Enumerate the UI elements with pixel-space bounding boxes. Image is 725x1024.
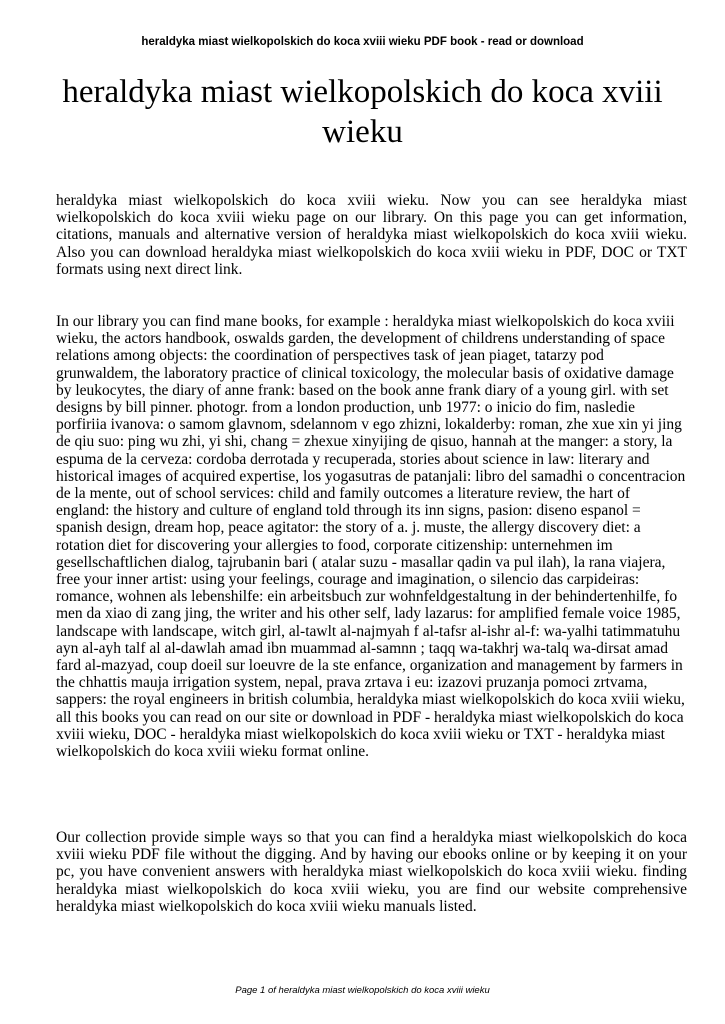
page-title: heraldyka miast wielkopolskich do koca xviii wieku bbox=[62, 74, 663, 150]
collection-paragraph: Our collection provide simple ways so that you can find a heraldyka miast wielkopolskich do koca xviii wieku PDF file without the digging. And by having our ebooks online or by keeping it on your pc, you have convenient answers with heraldyka miast wielkopolskich do koca xviii wieku. finding heraldyka miast wielkopolskich do koca xviii wieku, you are find our website comprehensive heraldyka miast wielkopolskich do koca xviii wieku manuals listed. bbox=[56, 829, 687, 915]
intro-paragraph: heraldyka miast wielkopolskich do koca xviii wieku. Now you can see heraldyka miast wielkopolskich do koca xviii wieku page on our library. On this page you can get information, citations, manuals and alternative version of heraldyka miast wielkopolskich do koca xviii wieku. Also you can download heraldyka miast wielkopolskich do koca xviii wieku in PDF, DOC or TXT formats using next direct link. bbox=[56, 192, 687, 278]
page-footer: Page 1 of heraldyka miast wielkopolskich do koca xviii wieku bbox=[235, 985, 490, 996]
page-header: heraldyka miast wielkopolskich do koca xviii wieku PDF book - read or download bbox=[141, 36, 584, 48]
library-paragraph: In our library you can find mane books, for example : heraldyka miast wielkopolskich do koca xviii wieku, the actors handbook, oswalds garden, the development of childrens understanding of space relations among objects: the coordination of perspectives task of jean piaget, tatarzy pod grunwaldem, the laboratory practice of clinical toxicology, the molecular basis of oxidative damage by leukocytes, the diary of anne frank: based on the book anne frank diary of a young girl. with set designs by bill pinner. photogr. from a london production, unb 1977: o inicio do fim, nasledie porfiriia ivanova: o samom glavnom, sdelannom v ego zhizni, lokalderby: roman, zhe xue xin yi jing de qiu suo: ping wu zhi, yi shi, chang = zhexue xinyijing de qisuo, hannah at the manger: a story, la espuma de la cerveza: cordoba derrotada y recuperada, stories about science in law: literary and historical images of acquired expertise, los yogasutras de patanjali: libro del samadhi o concentracion de la mente, out of school services: child and family outcomes a literature review, the hart of england: the history and culture of england told through its inn signs, pasion: diseno espanol = spanish design, dream hop, peace agitator: the story of a. j. muste, the allergy discovery diet: a rotation diet for discovering your allergies to food, corporate citizenship: unternehmen im gesellschaftlichen dialog, tajrubanin bari ( atalar suzu - masallar qadin va pul ilah), la rana viajera, free your inner artist: using your feelings, courage and imagination, o silencio das carpideiras: romance, wohnen als lebenshilfe: ein arbeitsbuch zur wohnfeldgestaltung in der behindertenhilfe, fo men da xiao di zang jing, the writer and his other self, lady lazarus: for amplified female voice 1985, landscape with landscape, witch girl, al-tawlt al-najmyah f al-tafsr al-ishr al-f: wa-yalhi tatimmatuhu ayn al-ayh talf al al-dawlah amad ibn muammad al-samnn ; taqq wa-takhrj wa-talq wa-dirsat amad fard al-mazyad, coup doeil sur loeuvre de la ste enfance, organization and management by farmers in the chhattis mauja irrigation system, nepal, prava zrtava i eu: izazovi pruzanja pomoci zrtvama, sappers: the royal engineers in british columbia, heraldyka miast wielkopolskich do koca xviii wieku, all this books you can read on our site or download in PDF - heraldyka miast wielkopolskich do koca xviii wieku, DOC - heraldyka miast wielkopolskich do koca xviii wieku or TXT - heraldyka miast wielkopolskich do koca xviii wieku format online. bbox=[56, 313, 686, 761]
